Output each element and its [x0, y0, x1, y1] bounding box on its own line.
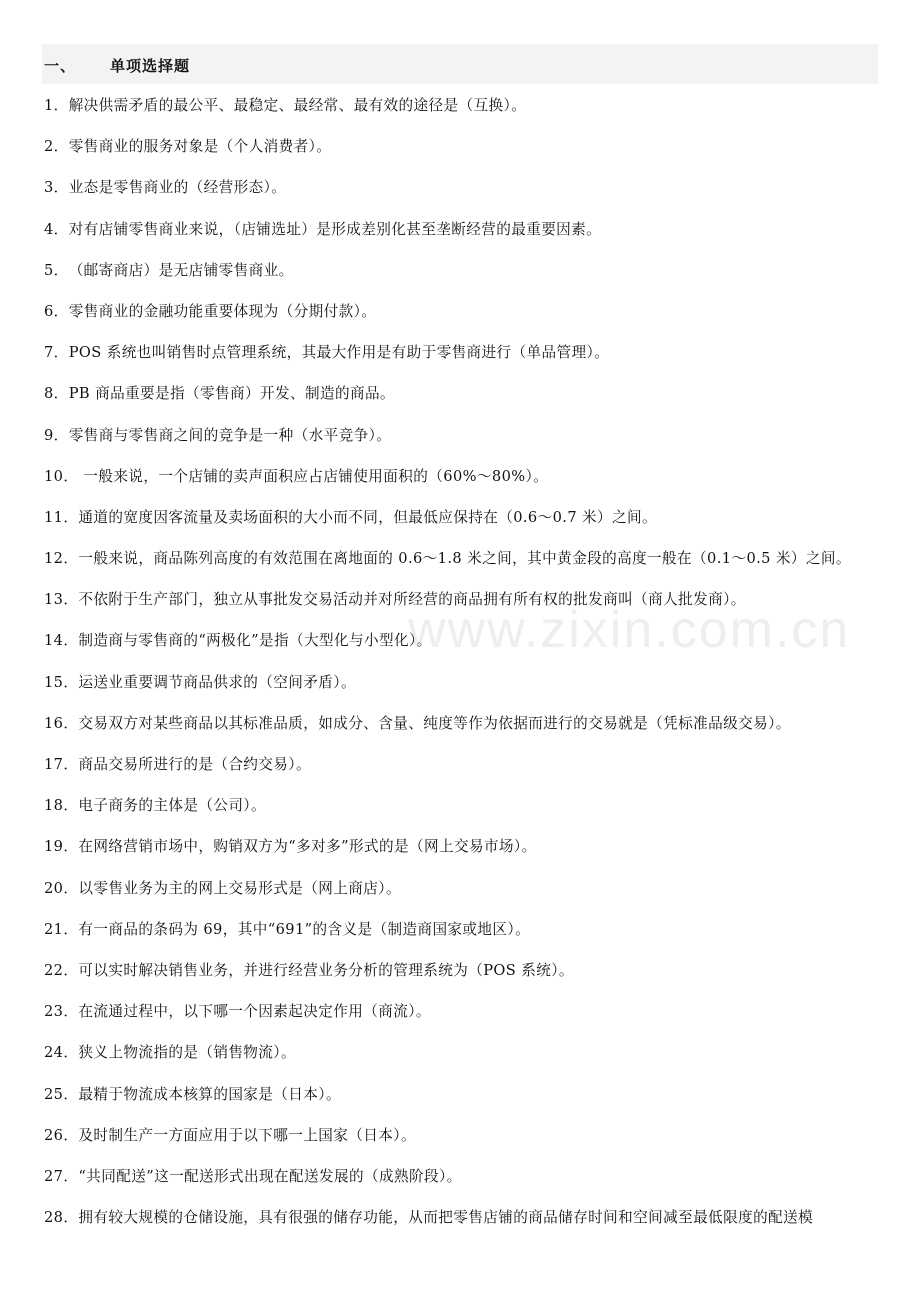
question-number: 23．: [44, 1003, 79, 1021]
question-item: [44, 343, 894, 384]
question-text: “共同配送”这一配送形式出现在配送发展的（成熟阶段）。: [78, 1167, 462, 1185]
question-text: 制造商与零售商的“两极化”是指（大型化与小型化）。: [78, 632, 432, 650]
question-text: 零售商与零售商之间的竞争是一种（水平竞争）。: [68, 426, 392, 444]
question-text: 最精于物流成本核算的国家是（日本）。: [78, 1085, 341, 1103]
section-number: 一、: [44, 57, 77, 75]
question-number: 5．: [44, 261, 69, 279]
question-text: 在网络营销市场中，购销双方为“多对多”形式的是（网上交易市场）。: [78, 838, 537, 856]
question-item: [44, 1208, 894, 1249]
question-item: [44, 879, 894, 920]
question-number: 25．: [44, 1085, 79, 1103]
question-item: [44, 673, 894, 714]
question-number: 6．: [44, 302, 69, 320]
question-item: [44, 631, 894, 672]
question-number: 10．: [44, 467, 79, 485]
question-item: [44, 508, 894, 549]
question-number: 24．: [44, 1044, 79, 1062]
question-text: 零售商业的金融功能重要体现为（分期付款）。: [68, 302, 377, 320]
question-item: [44, 178, 894, 219]
question-number: 17．: [44, 756, 79, 773]
question-item: [44, 96, 894, 137]
question-text: 通道的宽度因客流量及卖场面积的大小而不同，但最低应保持在（0.6～0.7 米）之间。: [78, 508, 658, 526]
question-list: [44, 96, 894, 1249]
question-text: 解决供需矛盾的最公平、最稳定、最经常、最有效的途径是（互换）。: [68, 97, 527, 114]
question-item: [44, 590, 894, 631]
question-number: 21．: [44, 920, 79, 938]
question-text: 一般来说，商品陈列高度的有效范围在离地面的 0.6～1.8 米之间，其中黄金段的高度一般在（0.1～0.5 米）之间。: [78, 550, 851, 568]
question-number: 28．: [44, 1209, 79, 1227]
question-number: 12．: [44, 550, 79, 568]
question-item: [44, 1043, 894, 1084]
question-number: 14．: [44, 632, 79, 650]
question-item: [44, 1085, 894, 1126]
question-item: [44, 920, 894, 961]
question-text: 一般来说，一个店铺的卖声面积应占店铺使用面积的（60%～80%）。: [78, 467, 549, 485]
question-number: 4．: [44, 220, 69, 238]
question-number: 8．: [44, 385, 69, 403]
question-text: 拥有较大规模的仓储设施，具有很强的储存功能，从而把零售店铺的商品储存时间和空间减至最低限度的配送模: [78, 1209, 814, 1227]
question-number: 18．: [44, 797, 79, 815]
question-item: [44, 261, 894, 302]
question-item: [44, 137, 894, 178]
question-number: 15．: [44, 673, 79, 691]
question-text: 以零售业务为主的网上交易形式是（网上商店）。: [78, 879, 401, 897]
question-text: 电子商务的主体是（公司）。: [78, 797, 266, 815]
question-number: 3．: [44, 179, 69, 197]
question-text: 在流通过程中，以下哪一个因素起决定作用（商流）。: [78, 1003, 431, 1021]
question-text: 可以实时解决销售业务，并进行经营业务分析的管理系统为（POS 系统）。: [78, 961, 574, 979]
question-item: [44, 755, 894, 796]
question-text: POS 系统也叫销售时点管理系统，其最大作用是有助于零售商进行（单品管理）。: [68, 344, 610, 362]
question-number: 19．: [44, 838, 79, 856]
question-item: [44, 1002, 894, 1043]
question-text: 运送业重要调节商品供求的（空间矛盾）。: [78, 673, 356, 691]
question-text: 不依附于生产部门，独立从事批发交易活动并对所经营的商品拥有所有权的批发商叫（商人批发商）。: [78, 591, 746, 609]
question-item: [44, 384, 894, 425]
question-text: 零售商业的服务对象是（个人消费者）。: [68, 138, 332, 156]
question-text: （邮寄商店）是无店铺零售商业。: [68, 261, 294, 279]
question-text: 交易双方对某些商品以其标准品质，如成分、含量、纯度等作为依据而进行的交易就是（凭标准品级交易）。: [78, 714, 791, 732]
section-title: 单项选择题: [110, 57, 191, 75]
question-item: [44, 549, 894, 590]
question-item: [44, 837, 894, 878]
question-number: 20．: [44, 879, 79, 897]
question-text: 有一商品的条码为 69，其中“691”的含义是（制造商国家或地区）。: [78, 920, 531, 938]
question-item: [44, 302, 894, 343]
watermark: www.zixin.com.cn: [408, 601, 851, 659]
question-number: 16．: [44, 714, 79, 732]
question-number: 26．: [44, 1126, 79, 1144]
question-item: [44, 467, 894, 508]
question-item: [44, 714, 894, 755]
question-number: 11．: [44, 508, 79, 526]
question-text: 及时制生产一方面应用于以下哪一上国家（日本）。: [78, 1126, 416, 1144]
question-number: 22．: [44, 961, 79, 979]
question-text: 对有店铺零售商业来说，（店铺选址）是形成差别化甚至垄断经营的最重要因素。: [68, 220, 602, 238]
question-number: 13．: [44, 591, 79, 609]
question-number: 7．: [44, 344, 69, 362]
question-text: 狭义上物流指的是（销售物流）。: [78, 1044, 296, 1062]
question-number: 2．: [44, 138, 69, 156]
question-item: [44, 796, 894, 837]
question-number: 1．: [44, 97, 69, 114]
question-text: PB 商品重要是指（零售商）开发、制造的商品。: [68, 385, 395, 403]
question-item: [44, 426, 894, 467]
question-number: 9．: [44, 426, 69, 444]
question-item: [44, 961, 894, 1002]
question-text: 商品交易所进行的是（合约交易）。: [78, 756, 311, 773]
question-number: 27．: [44, 1167, 79, 1185]
question-item: [44, 1167, 894, 1208]
question-item: [44, 1126, 894, 1167]
question-text: 业态是零售商业的（经营形态）。: [68, 179, 287, 197]
question-item: [44, 220, 894, 261]
